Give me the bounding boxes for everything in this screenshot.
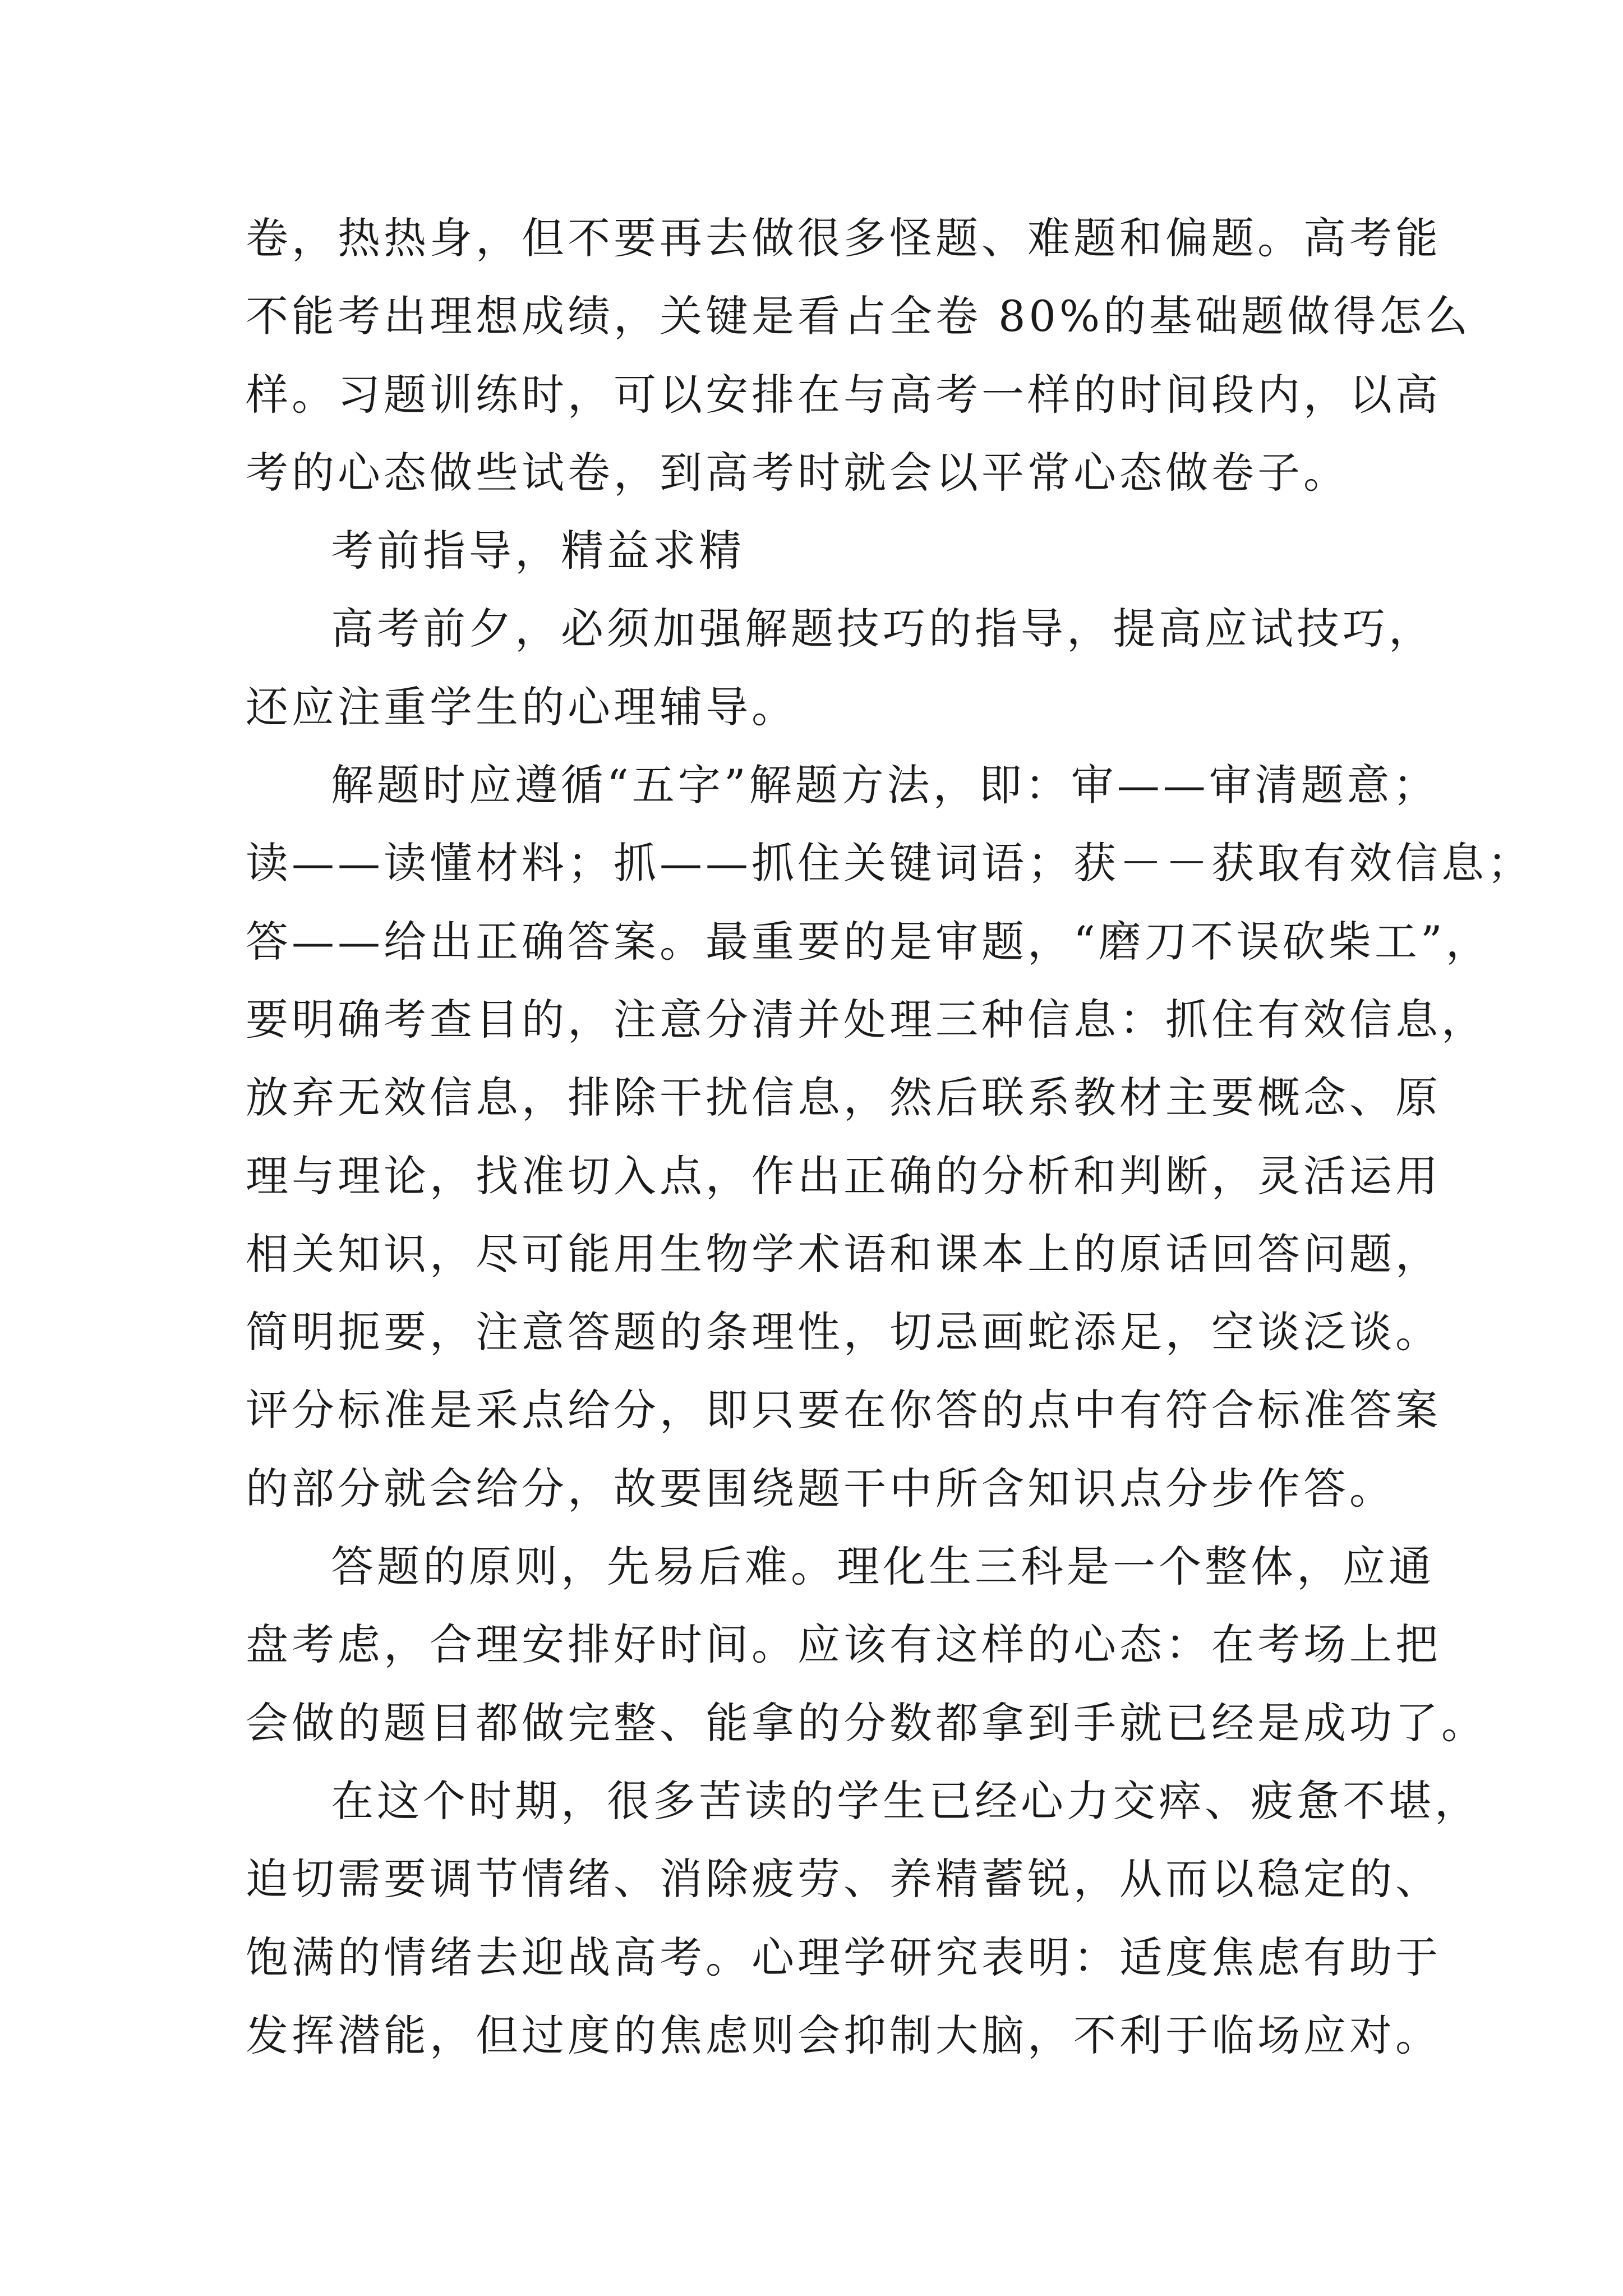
text-line: 简明扼要，注意答题的条理性，切忌画蛇添足，空谈泛谈。 [246,1307,1441,1358]
text-line: 解题时应遵循“五字”解题方法，即：审——审清题意； [331,760,1439,811]
text-line: 的部分就会给分，故要围绕题干中所含知识点分步作答。 [246,1463,1395,1513]
text-line: 还应注重学生的心理辅导。 [246,682,797,732]
text-line: 发挥潜能，但过度的焦虑则会抑制大脑，不利于临场应对。 [246,2010,1441,2060]
text-line: 卷，热热身，但不要再去做很多怪题、难题和偏题。高考能 [246,213,1441,263]
text-line: 饱满的情绪去迎战高考。心理学研究表明：适度焦虑有助于 [246,1932,1441,1982]
text-line: 评分标准是采点给分，即只要在你答的点中有符合标准答案 [246,1385,1441,1435]
text-line: 相关知识，尽可能用生物学术语和课本上的原话回答问题， [246,1228,1441,1279]
text-line: 迫切需要调节情绪、消除疲劳、养精蓄锐，从而以稳定的、 [246,1854,1441,1904]
text-line: 在这个时期，很多苦读的学生已经心力交瘁、疲惫不堪， [331,1775,1481,1826]
section-heading: 考前指导，精益求精 [331,526,745,576]
text-line: 答题的原则，先易后难。理化生三科是一个整体，应通 [331,1542,1435,1592]
body-text [246,199,1533,2074]
text-line: 考的心态做些试卷，到高考时就会以平常心态做卷子。 [246,447,1349,498]
text-line: 读——读懂材料；抓——抓住关键词语；获－－获取有效信息； [246,838,1533,889]
text-line: 盘考虑，合理安排好时间。应该有这样的心态：在考场上把 [246,1619,1441,1670]
text-line: 会做的题目都做完整、能拿的分数都拿到手就已经是成功了。 [246,1697,1487,1748]
text-line: 放弃无效信息，排除干扰信息，然后联系教材主要概念、原 [246,1073,1441,1123]
text-line: 高考前夕，必须加强解题技巧的指导，提高应试技巧， [331,604,1435,654]
text-line: 答——给出正确答案。最重要的是审题，“磨刀不误砍柴工”， [246,916,1492,967]
text-line: 要明确考查目的，注意分清并处理三种信息：抓住有效信息， [246,994,1487,1045]
text-line: 不能考出理想成绩，关键是看占全卷 80%的基础题做得怎么 [246,291,1472,342]
text-line: 样。习题训练时，可以安排在与高考一样的时间段内，以高 [246,369,1441,420]
text-line: 理与理论，找准切入点，作出正确的分析和判断，灵活运用 [246,1151,1441,1201]
